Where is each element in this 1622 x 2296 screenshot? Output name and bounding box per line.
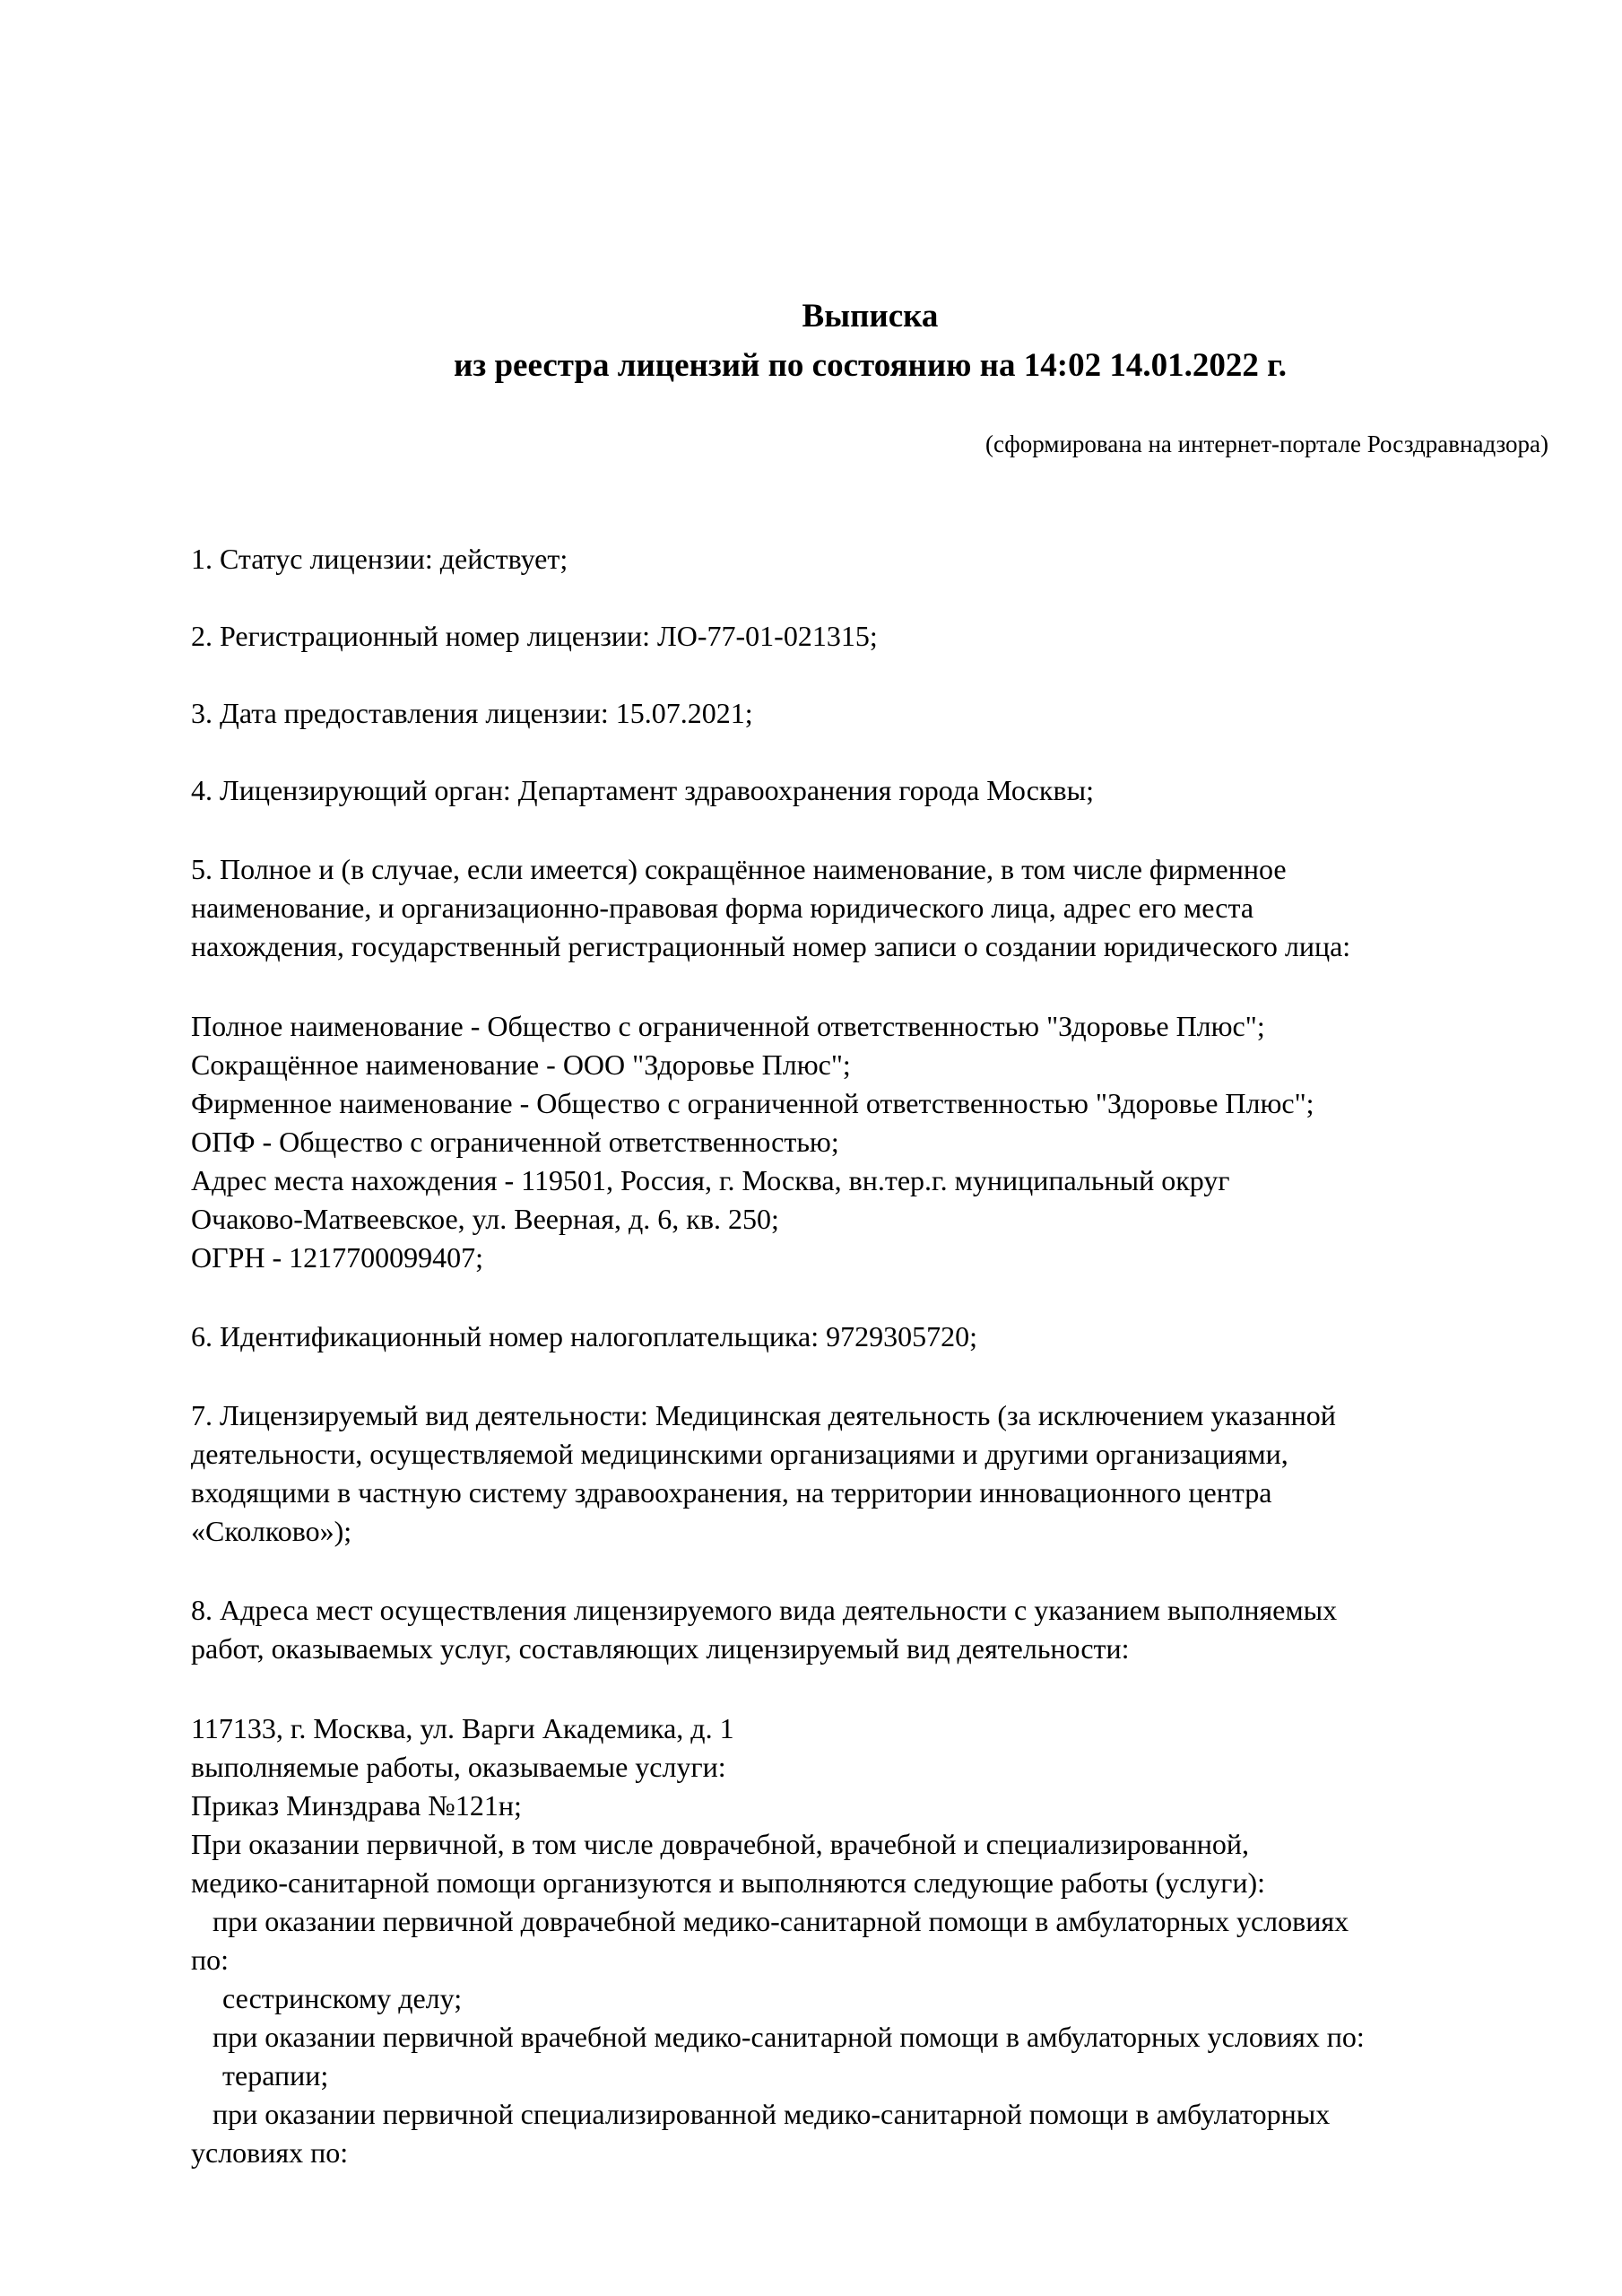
address-block-line: при оказании первичной врачебной медико-санитарной помощи в амбулаторных условиях по:: [213, 2021, 1365, 2053]
document-title: Выписка: [802, 298, 939, 335]
org-address: Адрес места нахождения - 119501, Россия, г. Москва, вн.тер.г. муниципальный округ: [191, 1164, 1230, 1196]
item8-line: работ, оказываемых услуг, составляющих лицензируемый вид деятельности:: [191, 1632, 1130, 1665]
license-issue-date: 3. Дата предоставления лицензии: 15.07.2021;: [191, 697, 753, 729]
address-block-line: терапии;: [222, 2059, 329, 2092]
address-block-line: медико-санитарной помощи организуются и выполняются следующие работы (услуги):: [191, 1866, 1266, 1899]
org-ogrn: ОГРН - 1217700099407;: [191, 1241, 484, 1274]
license-status: 1. Статус лицензии: действует;: [191, 543, 568, 575]
item5-line: наименование, и организационно-правовая форма юридического лица, адрес его места: [191, 891, 1254, 924]
address-block-line: по:: [191, 1944, 230, 1976]
org-address: Очаково-Матвеевское, ул. Веерная, д. 6, кв. 250;: [191, 1203, 779, 1235]
licensing-authority: 4. Лицензирующий орган: Департамент здравоохранения города Москвы;: [191, 774, 1094, 806]
address-block-line: сестринскому делу;: [222, 1982, 463, 2014]
item7-line: деятельности, осуществляемой медицинскими организациями и другими организациями,: [191, 1438, 1288, 1470]
source-note: (сформирована на интернет-портале Росздравнадзора): [984, 430, 1548, 457]
item7-line: 7. Лицензируемый вид деятельности: Медицинская деятельность (за исключением указанной: [191, 1399, 1336, 1431]
address-block-line: при оказании первичной специализированной медико-санитарной помощи в амбулаторных: [213, 2098, 1331, 2130]
activity-address: 117133, г. Москва, ул. Варги Академика, д. 1: [191, 1712, 734, 1744]
document-subtitle: из реестра лицензий по состоянию на 14:02 14.01.2022 г.: [454, 347, 1287, 384]
org-short-name: Сокращённое наименование - ООО "Здоровье Плюс";: [191, 1048, 851, 1081]
item5-line: 5. Полное и (в случае, если имеется) сокращённое наименование, в том числе фирменное: [191, 853, 1287, 885]
item7-line: входящими в частную систему здравоохранения, на территории инновационного центра: [191, 1476, 1272, 1509]
license-reg-number: 2. Регистрационный номер лицензии: ЛО-77-01-021315;: [191, 620, 878, 652]
item7-line: «Сколково»);: [191, 1515, 352, 1547]
address-block-line: условиях по:: [191, 2136, 349, 2169]
org-legal-form: ОПФ - Общество с ограниченной ответственностью;: [191, 1126, 839, 1158]
item5-line: нахождения, государственный регистрационный номер записи о создании юридического лица:: [191, 930, 1351, 962]
org-brand-name: Фирменное наименование - Общество с ограниченной ответственностью "Здоровье Плюс";: [191, 1087, 1314, 1119]
taxpayer-id: 6. Идентификационный номер налогоплательщика: 9729305720;: [191, 1320, 977, 1352]
address-block-line: При оказании первичной, в том числе доврачебной, врачебной и специализированной,: [191, 1828, 1250, 1860]
address-block-line: выполняемые работы, оказываемые услуги:: [191, 1751, 726, 1783]
address-block-line: при оказании первичной доврачебной медико-санитарной помощи в амбулаторных условиях: [213, 1905, 1349, 1937]
org-full-name: Полное наименование - Общество с ограниченной ответственностью "Здоровье Плюс";: [191, 1010, 1265, 1042]
item8-line: 8. Адреса мест осуществления лицензируемого вида деятельности с указанием выполняемых: [191, 1594, 1338, 1626]
address-block-line: Приказ Минздрава №121н;: [191, 1789, 522, 1822]
